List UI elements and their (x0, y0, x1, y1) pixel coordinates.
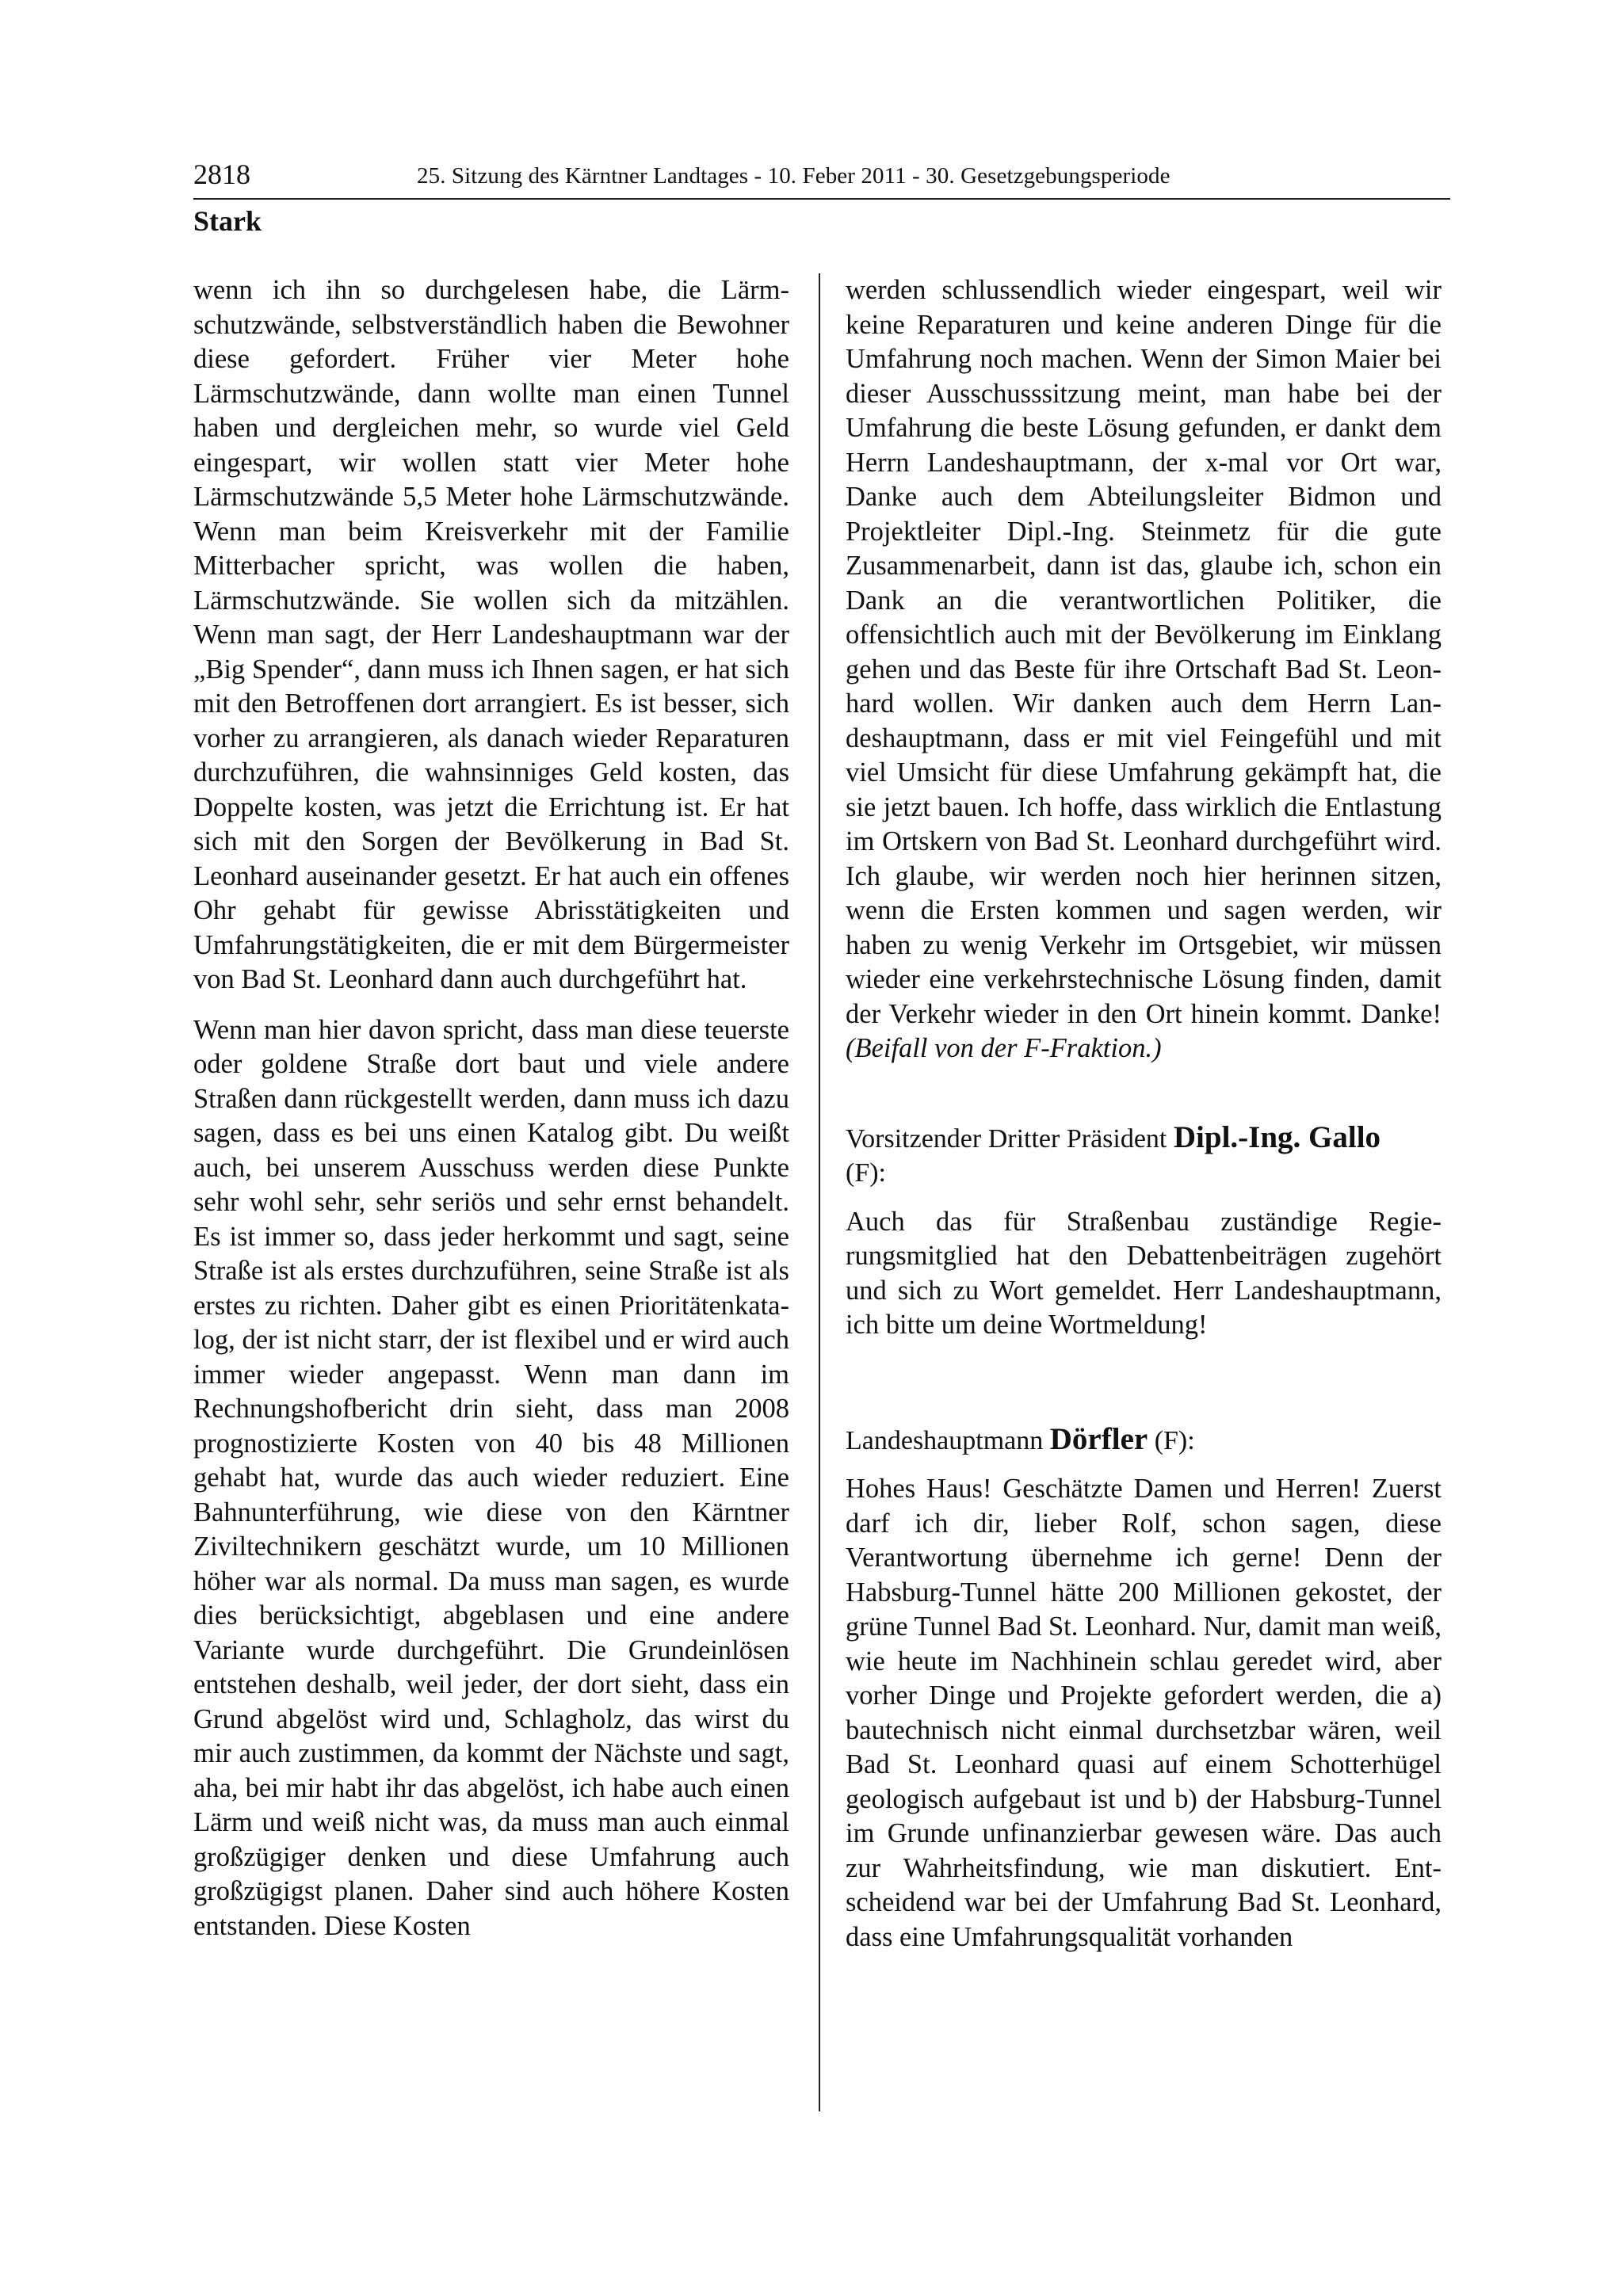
right-paragraph-3: Hohes Haus! Geschätzte Damen und Herren! Zuerst darf ich dir, lieber Rolf, schon sagen, diese Verantwortung übernehme ich gerne! Denn der Habsburg-Tunnel hätte 200 Millionen gekostet, der grüne Tunnel Bad St. Leonhard. Nur, damit man weiß, wie heute im Nachhinein schlau geredet wird, aber vorher Dinge und Projekte gefordert werden, die a) bautechnisch nicht einmal durchsetzbar wären, weil Bad St. Leonhard quasi auf einem Schotterhügel geologisch aufgebaut ist und b) der Habsburg-Tunnel im Grunde unfinanzierbar gewesen wäre. Das auch zur Wahrheitsfindung, wie man diskutiert. Entscheidend war bei der Umfahrung Bad St. Leonhard, dass eine Umfahrungsqualität vorhanden (846, 1474, 1442, 1952)
speaker-party: (F): (1148, 1425, 1195, 1455)
speaker-role: Vorsitzender Dritter Präsident (846, 1123, 1174, 1154)
header-rule (193, 198, 1450, 200)
right-paragraph-1 (846, 273, 1442, 1066)
left-column (193, 273, 789, 1943)
speaker-role: Landeshauptmann (846, 1425, 1050, 1455)
interjection: (Beifall von der F-Fraktion.) (846, 1033, 1162, 1063)
page-number: 2818 (193, 158, 250, 190)
speaker-party: (F): (846, 1158, 886, 1188)
right-column (846, 273, 1442, 1955)
page-header (193, 155, 1450, 196)
header-title: 25. Sitzung des Kärntner Landtages - 10. Feber 2011 - 30. Gesetzgebungsperiode (417, 163, 1170, 189)
running-speaker-name: Stark (193, 205, 262, 237)
speaker-heading-gallo (846, 1120, 1442, 1191)
left-paragraph-1: wenn ich ihn so durchgelesen habe, die Lärmschutzwände, selbstverständlich haben die Bewohner diese gefordert. Früher vier Meter hohe Lärmschutzwände, dann wollte man einen Tunnel haben und dergleichen mehr, so wurde viel Geld eingespart, wir wollen statt vier Meter hohe Lärmschutzwände 5,5 Meter hohe Lärmschutzwände. Wenn man beim Kreisverkehr mit der Familie Mitterbacher spricht, was wollen die haben, Lärmschutzwände. Sie wollen sich da mitzählen. Wenn man sagt, der Herr Landeshauptmann war der „Big Spender“, dann muss ich Ihnen sagen, er hat sich mit den Betroffenen dort arrangiert. Es ist besser, sich vorher zu arrangieren, als danach wieder Reparaturen durchzuführen, die wahnsinniges Geld kosten, das Doppelte kosten, was jetzt die Errichtung ist. Er hat sich mit den Sorgen der Bevölkerung in Bad St. Leonhard auseinander gesetzt. Er hat auch ein offenes Ohr gehabt für gewisse Abrisstätigkeiten und Umfahrungstätigkeiten, die er mit dem Bürgermeister von Bad St. Leonhard dann auch durchgeführt hat. (193, 275, 789, 994)
left-paragraph-2: Wenn man hier davon spricht, dass man diese teuerste oder goldene Straße dort baut und viele andere Straßen dann rückgestellt werden, dann muss ich dazu sagen, dass es bei uns einen Katalog gibt. Du weißt auch, bei unserem Ausschuss werden diese Punkte sehr wohl sehr, sehr seriös und sehr ernst behandelt. Es ist immer so, dass jeder herkommt und sagt, seine Straße ist als erstes durchzuführen, seine Straße ist als erstes zu richten. Daher gibt es einen Prioritätenkatalog, der ist nicht starr, der ist flexibel und er wird auch immer wieder angepasst. Wenn man dann im Rechnungshofbericht drin sieht, dass man 2008 prognostizierte Kosten von 40 bis 48 Millionen gehabt hat, wurde das auch wieder reduziert. Eine Bahnunterführung, wie diese von den Kärntner Ziviltechnikern geschätzt wurde, um 10 Millionen höher war als normal. Da muss man sagen, es wurde dies berücksichtigt, abgeblasen und eine andere Variante wurde durchgeführt. Die Grundeinlösen entstehen deshalb, weil jeder, der dort sieht, dass ein Grund abgelöst wird und, Schlagholz, das wirst du mir auch zustimmen, da kommt der Nächste und sagt, aha, bei mir habt ihr das abgelöst, ich habe auch einen Lärm und weiß nicht was, da muss man auch einmal großzügiger denken und diese Umfahrung auch großzügigst planen. Daher sind auch höhere Kosten entstanden. Diese Kosten (193, 1014, 789, 1941)
column-divider (819, 273, 820, 2111)
speaker-name: Dörfler (1049, 1421, 1148, 1456)
right-paragraph-2: Auch das für Straßenbau zuständige Regierungsmitglied hat den Debattenbeiträgen zugehört und sich zu Wort gemeldet. Herr Landeshauptmann, ich bitte um deine Wortmeldung! (846, 1206, 1442, 1340)
right-paragraph-1-text: werden schlussendlich wieder eingespart, weil wir keine Reparaturen und keine anderen Dinge für die Umfahrung noch machen. Wenn der Simon Maier bei dieser Ausschusssitzung meint, man habe bei der Umfahrung die beste Lösung gefunden, er dankt dem Herrn Landeshauptmann, der x-mal vor Ort war, Danke auch dem Abteilungsleiter Bidmon und Projektleiter Dipl.-Ing. Steinmetz für die gute Zusammenarbeit, dann ist das, glaube ich, schon ein Dank an die verantwortlichen Politiker, die offensichtlich auch mit der Bevölkerung im Einklang gehen und das Beste für ihre Ortschaft Bad St. Leonhard wollen. Wir danken auch dem Herrn Landeshauptmann, dass er mit viel Feingefühl und mit viel Umsicht für diese Umfahrung gekämpft hat, die sie jetzt bauen. Ich hoffe, dass wirklich die Entlastung im Ortskern von Bad St. Leonhard durchgeführt wird. Ich glaube, wir werden noch hier herinnen sitzen, wenn die Ersten kommen und sagen werden, wir haben zu wenig Verkehr im Ortsgebiet, wir müssen wieder eine verkehrstechnische Lösung finden, damit der Verkehr wieder in den Ort hinein kommt. Danke! (846, 275, 1442, 1029)
speaker-heading-doerfler (846, 1422, 1442, 1459)
speaker-name: Dipl.-Ing. Gallo (1173, 1119, 1381, 1154)
